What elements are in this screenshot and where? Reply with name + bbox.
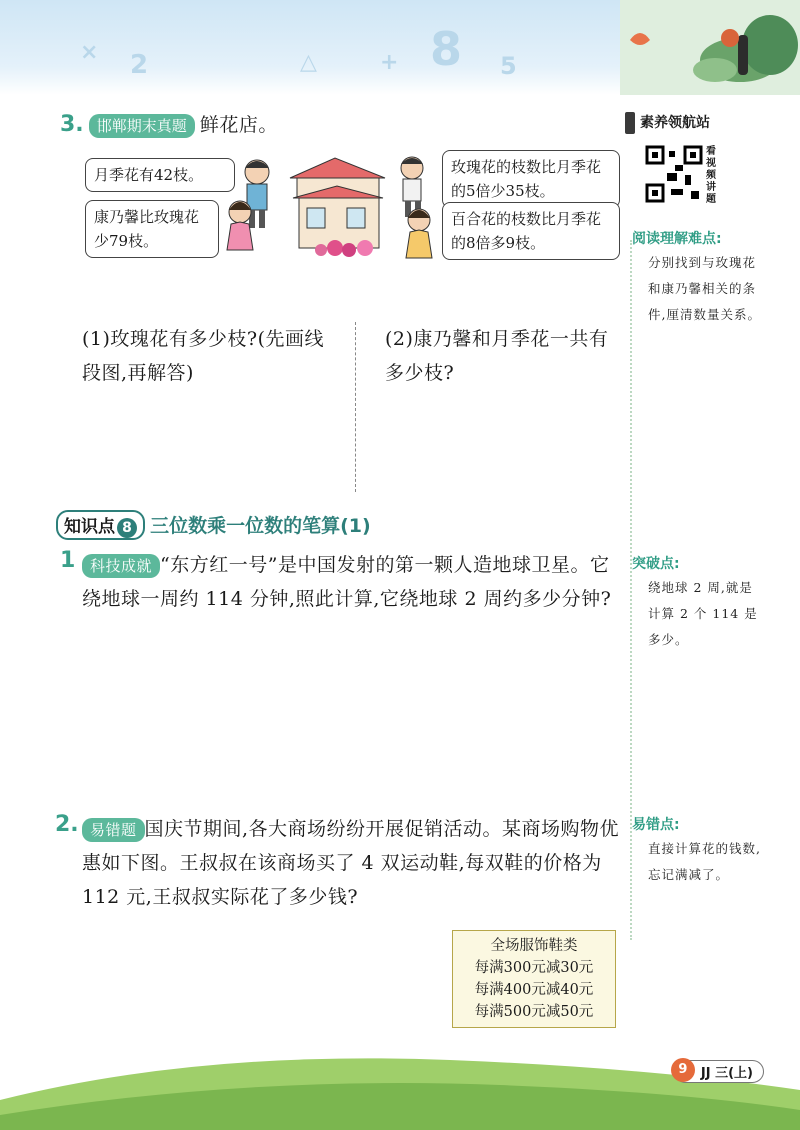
question-tag: 易错题 xyxy=(82,818,145,842)
question-1 xyxy=(60,548,625,616)
decor-digit: × xyxy=(80,40,99,65)
knowledge-point-number: 8 xyxy=(117,518,137,538)
promotion-line: 每满300元减30元 xyxy=(474,960,594,976)
note-title-breakthrough: 突破点: xyxy=(632,556,680,572)
decor-digit: 2 xyxy=(130,50,149,80)
leaf-decoration-icon xyxy=(620,0,800,95)
knowledge-point-header xyxy=(56,510,371,540)
qr-caption: 看视频讲题 xyxy=(706,146,716,205)
question-number: 2. xyxy=(55,812,79,837)
decor-digit: 5 xyxy=(500,52,517,80)
question-3-sub-2: (2)康乃馨和月季花一共有多少枝? xyxy=(385,328,609,384)
footer-hill-decoration xyxy=(0,1040,800,1130)
question-number: 3. xyxy=(60,112,84,137)
note-text-breakthrough: 绕地球 2 周,就是计算 2 个 114 是多少。 xyxy=(648,580,758,647)
decor-digit: + xyxy=(380,50,399,75)
question-3-header xyxy=(60,108,278,142)
promotion-line: 每满500元减50元 xyxy=(474,1004,594,1020)
question-3-sub-1: (1)玫瑰花有多少枝?(先画线段图,再解答) xyxy=(82,328,325,384)
knowledge-point-title: 三位数乘一位数的笔算(1) xyxy=(150,515,371,537)
question-tag: 邯郸期末真题 xyxy=(89,114,195,138)
flower-shop-illustration-icon xyxy=(225,150,440,275)
question-number: 1 xyxy=(60,548,76,573)
question-1-body xyxy=(82,548,625,616)
book-code: JJ 三(上) xyxy=(700,1066,753,1081)
sidebar-brand: 素养领航站 xyxy=(640,115,710,131)
question-stem: 鲜花店。 xyxy=(199,114,278,136)
question-tag: 科技成就 xyxy=(82,554,160,578)
qr-code-icon[interactable] xyxy=(645,145,703,203)
speech-bubble: 玫瑰花的枝数比月季花的5倍少35枝。 xyxy=(442,150,620,208)
promotion-sign xyxy=(452,930,616,1028)
decor-digit: 8 xyxy=(430,22,463,76)
page-number: 9 xyxy=(671,1058,695,1082)
question-2-body xyxy=(82,812,625,914)
speech-bubble: 月季花有42枝。 xyxy=(85,158,235,192)
speech-bubble: 百合花的枝数比月季花的8倍多9枝。 xyxy=(442,202,620,260)
speech-bubble: 康乃馨比玫瑰花少79枝。 xyxy=(85,200,219,258)
promotion-line: 每满400元减40元 xyxy=(474,982,594,998)
question-2 xyxy=(55,812,625,914)
column-divider xyxy=(355,322,356,492)
brand-marker xyxy=(625,112,635,134)
knowledge-point-label: 知识点 8 xyxy=(56,510,145,540)
sidebar-divider xyxy=(630,240,632,940)
question-text: “东方红一号”是中国发射的第一颗人造地球卫星。它绕地球一周约 114 分钟,照此计算,它绕地球 2 周约多少分钟? xyxy=(82,554,612,610)
note-text-mistake: 直接计算花的钱数,忘记满减了。 xyxy=(648,841,761,882)
page-badge xyxy=(674,1060,764,1083)
note-title-reading: 阅读理解难点: xyxy=(632,231,722,247)
decor-digit: △ xyxy=(300,50,317,75)
question-text: 国庆节期间,各大商场纷纷开展促销活动。某商场购物优惠如下图。王叔叔在该商场买了 4 双运动鞋,每双鞋的价格为 112 元,王叔叔实际花了多少钱? xyxy=(82,818,620,908)
promotion-title: 全场服饰鞋类 xyxy=(490,938,578,954)
note-title-mistake: 易错点: xyxy=(632,817,680,833)
note-text-reading: 分别找到与玫瑰花和康乃馨相关的条件,厘清数量关系。 xyxy=(648,255,761,322)
